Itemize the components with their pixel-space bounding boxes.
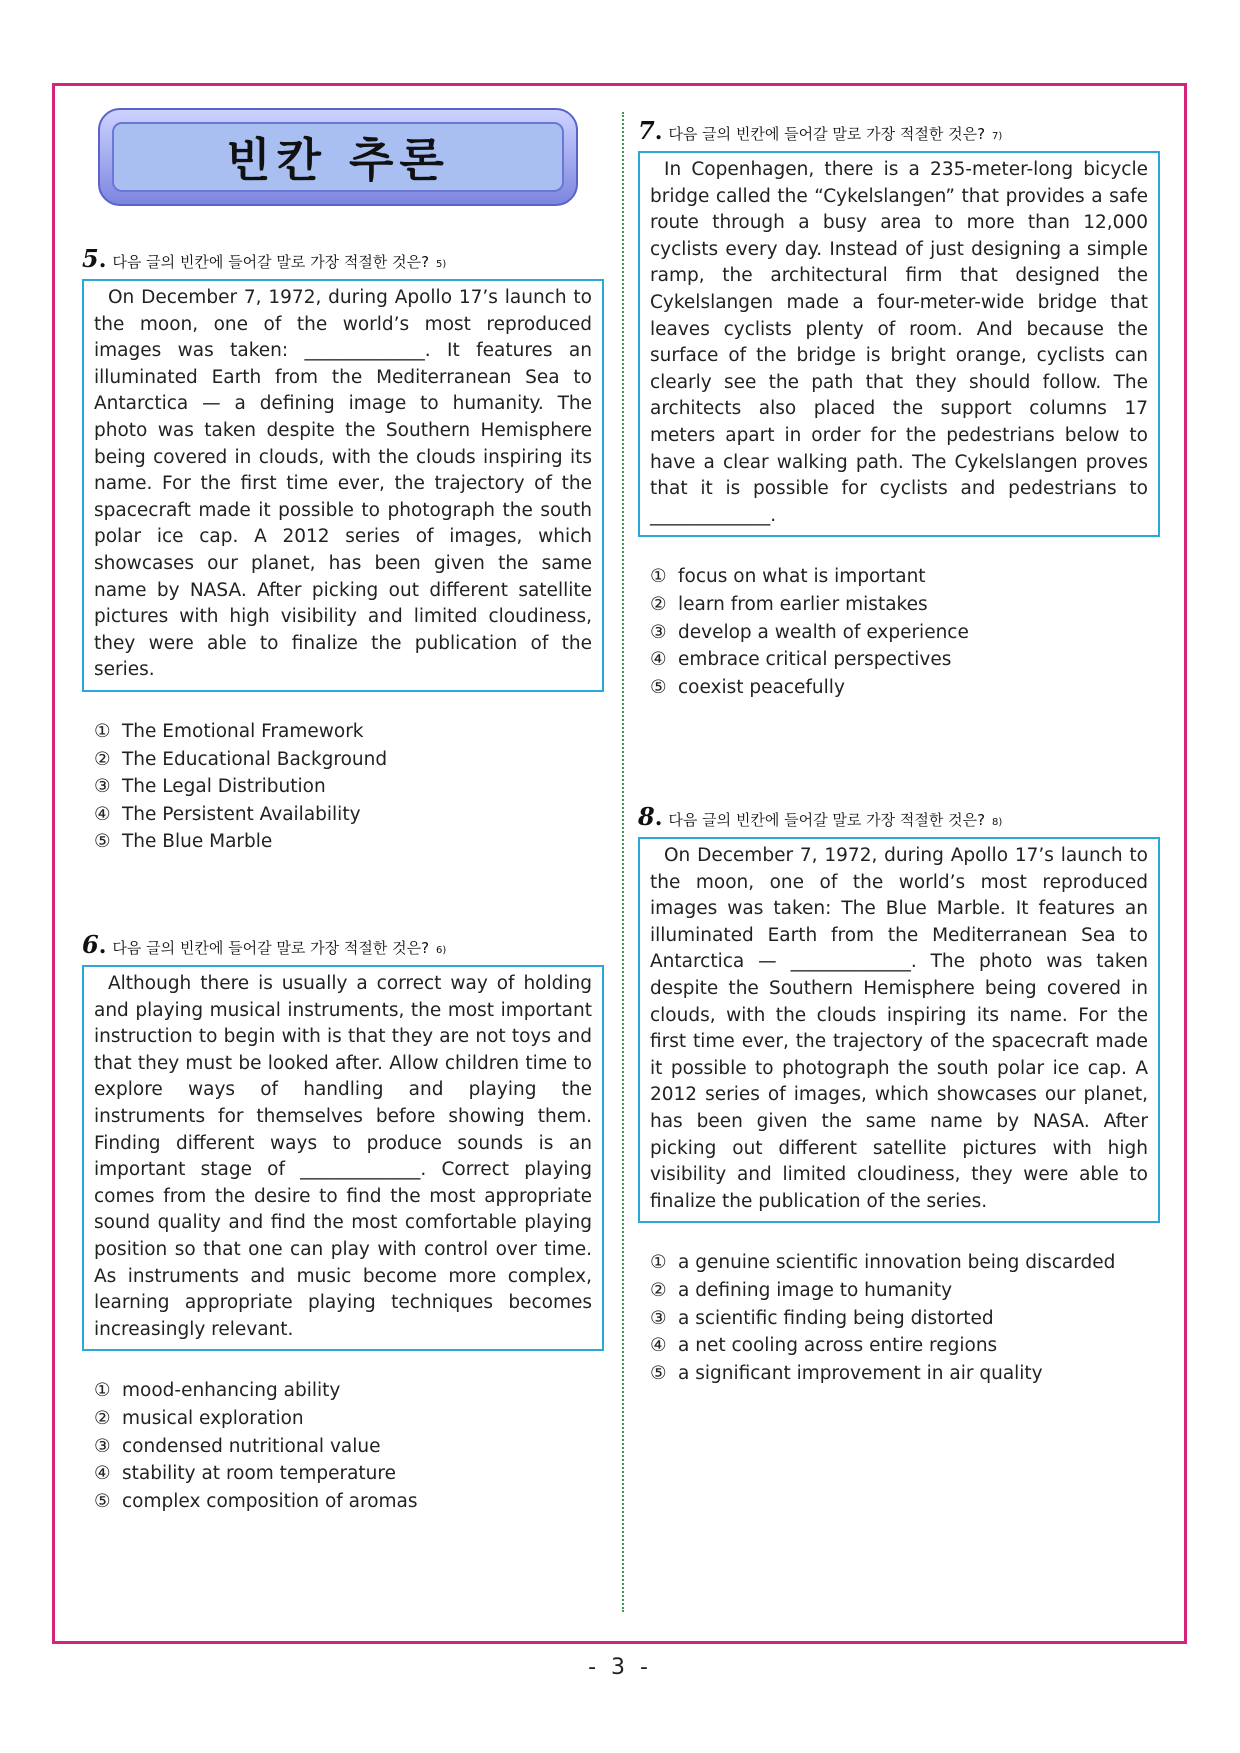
option-mark: ① <box>650 566 667 588</box>
passage-box <box>82 279 604 692</box>
option-2[interactable] <box>650 1277 1160 1305</box>
option-mark: ② <box>650 1279 667 1301</box>
option-text: embrace critical perspectives <box>678 649 952 671</box>
number-dot: . <box>98 933 107 959</box>
question-number: 5 <box>82 244 99 273</box>
option-3[interactable] <box>94 1433 604 1461</box>
option-text: learn from earlier mistakes <box>678 593 928 615</box>
option-mark: ② <box>94 1407 111 1429</box>
option-1[interactable] <box>650 563 1160 591</box>
footnote-ref: 5) <box>436 259 447 270</box>
option-mark: ① <box>650 1252 667 1274</box>
option-4[interactable] <box>650 646 1160 674</box>
option-mark: ② <box>650 593 667 615</box>
question-prompt: 다음 글의 빈칸에 들어갈 말로 가장 적절한 것은? <box>112 939 430 957</box>
question-header <box>638 802 1160 831</box>
footnote-ref: 7) <box>992 131 1003 142</box>
question-5 <box>82 244 604 856</box>
option-mark: ⑤ <box>94 1490 111 1512</box>
option-5[interactable] <box>94 1488 604 1516</box>
answer-options <box>638 1249 1160 1387</box>
question-number: 8 <box>638 802 655 831</box>
option-text: The Educational Background <box>122 748 388 770</box>
option-text: focus on what is important <box>678 566 926 588</box>
option-mark: ① <box>94 1380 111 1402</box>
number-dot: . <box>654 805 663 831</box>
answer-options <box>82 718 604 856</box>
option-text: condensed nutritional value <box>122 1435 381 1457</box>
option-mark: ③ <box>650 621 667 643</box>
footnote-ref: 6) <box>436 945 447 956</box>
passage-text: Although there is usually a correct way of holding and playing musical instruments, the most important instruction to begin with is that they are not toys and that they must be looked after. Allow children time to explore ways of handling and playing the instruments for themselves before showing them. Finding different ways to produce sounds is an important stage of _____________. Correct playing comes from the desire to find the most appropriate sound quality and find the most comfortable playing position so that one can play with control over time. As instruments and music become more complex, learning appropriate playing techniques becomes increasingly relevant. <box>94 973 592 1340</box>
option-text: coexist peacefully <box>678 676 845 698</box>
option-text: The Emotional Framework <box>122 720 364 742</box>
passage-box <box>82 965 604 1351</box>
footnote-ref: 8) <box>992 817 1003 828</box>
option-mark: ⑤ <box>94 831 111 853</box>
option-4[interactable] <box>650 1332 1160 1360</box>
column-divider <box>622 112 624 1612</box>
option-2[interactable] <box>94 746 604 774</box>
option-text: develop a wealth of experience <box>678 621 969 643</box>
option-5[interactable] <box>650 1360 1160 1388</box>
question-prompt: 다음 글의 빈칸에 들어갈 말로 가장 적절한 것은? <box>668 811 986 829</box>
passage-text: In Copenhagen, there is a 235-meter-long bicycle bridge called the “Cykelslangen” that provides a safe route through a busy area to more than 12,000 cyclists every day. Instead of just designing a simple ramp, the architectural firm that designed the Cykelslangen made a four-meter-wide bridge that leaves cyclists plenty of room. And because the surface of the bridge is bright orange, cyclists can clearly see the path that they should follow. The architects also placed the support columns 17 meters apart in order for the pedestrians below to have a clear walking path. The Cykelslangen proves that it is possible for cyclists and pedestrians to _____________. <box>650 159 1148 526</box>
number-dot: . <box>654 119 663 145</box>
question-prompt: 다음 글의 빈칸에 들어갈 말로 가장 적절한 것은? <box>112 253 430 271</box>
option-text: The Blue Marble <box>122 831 273 853</box>
question-header <box>82 930 604 959</box>
option-text: mood-enhancing ability <box>122 1380 341 1402</box>
option-3[interactable] <box>650 1305 1160 1333</box>
option-1[interactable] <box>94 1377 604 1405</box>
option-text: a genuine scientific innovation being discarded <box>678 1252 1116 1274</box>
option-5[interactable] <box>650 674 1160 702</box>
option-text: The Persistent Availability <box>122 803 361 825</box>
option-text: complex composition of aromas <box>122 1490 418 1512</box>
option-5[interactable] <box>94 828 604 856</box>
option-4[interactable] <box>94 801 604 829</box>
question-number: 6 <box>82 930 99 959</box>
option-2[interactable] <box>650 591 1160 619</box>
option-text: musical exploration <box>122 1407 304 1429</box>
option-mark: ③ <box>94 1435 111 1457</box>
option-text: The Legal Distribution <box>122 776 326 798</box>
section-title: 빈칸 추론 <box>226 133 450 187</box>
option-2[interactable] <box>94 1405 604 1433</box>
passage-text: On December 7, 1972, during Apollo 17’s launch to the moon, one of the world’s most reproduced images was taken: The Blue Marble. It features an illuminated Earth from the Mediterranean Sea to Antarctica — _____________. The photo was taken despite the Southern Hemisphere being covered in clouds, with the clouds inspiring its name. For the first time ever, the trajectory of the spacecraft made it possible to photograph the south polar ice cap. A 2012 series of images, which showcases our planet, has been given the same name by NASA. After picking out different satellite pictures with high visibility and limited cloudiness, they were able to finalize the publication of the series. <box>650 845 1148 1212</box>
option-mark: ④ <box>94 803 111 825</box>
option-3[interactable] <box>650 619 1160 647</box>
option-text: a scientific finding being distorted <box>678 1307 994 1329</box>
option-4[interactable] <box>94 1460 604 1488</box>
question-header <box>82 244 604 273</box>
passage-box <box>638 837 1160 1223</box>
passage-box <box>638 151 1160 537</box>
option-mark: ② <box>94 748 111 770</box>
option-1[interactable] <box>94 718 604 746</box>
option-mark: ⑤ <box>650 676 667 698</box>
question-7 <box>638 116 1160 701</box>
option-mark: ⑤ <box>650 1362 667 1384</box>
question-header <box>638 116 1160 145</box>
passage-text: On December 7, 1972, during Apollo 17’s launch to the moon, one of the world’s most reproduced images was taken: _____________. It features an illuminated Earth from the Mediterranean Sea to Antarctica — a defining image to humanity. The photo was taken despite the Southern Hemisphere being covered in clouds, with the clouds inspiring its name. For the first time ever, the trajectory of the spacecraft made it possible to photograph the south polar ice cap. A 2012 series of images, which showcases our planet, has been given the same name by NASA. After picking out different satellite pictures with high visibility and limited cloudiness, they were able to finalize the publication of the series. <box>94 287 592 681</box>
question-8 <box>638 802 1160 1387</box>
section-title-panel <box>112 122 564 192</box>
option-text: a significant improvement in air quality <box>678 1362 1043 1384</box>
option-mark: ③ <box>650 1307 667 1329</box>
option-mark: ① <box>94 720 111 742</box>
option-mark: ③ <box>94 776 111 798</box>
option-text: a net cooling across entire regions <box>678 1335 998 1357</box>
option-1[interactable] <box>650 1249 1160 1277</box>
answer-options <box>82 1377 604 1515</box>
option-mark: ④ <box>650 649 667 671</box>
option-mark: ④ <box>650 1335 667 1357</box>
page-number: - 3 - <box>588 1655 652 1680</box>
option-3[interactable] <box>94 773 604 801</box>
answer-options <box>638 563 1160 701</box>
section-title-banner <box>98 108 578 206</box>
option-mark: ④ <box>94 1463 111 1485</box>
number-dot: . <box>98 247 107 273</box>
question-number: 7 <box>638 116 655 145</box>
question-prompt: 다음 글의 빈칸에 들어갈 말로 가장 적절한 것은? <box>668 125 986 143</box>
question-6 <box>82 930 604 1515</box>
option-text: stability at room temperature <box>122 1463 396 1485</box>
option-text: a defining image to humanity <box>678 1279 953 1301</box>
